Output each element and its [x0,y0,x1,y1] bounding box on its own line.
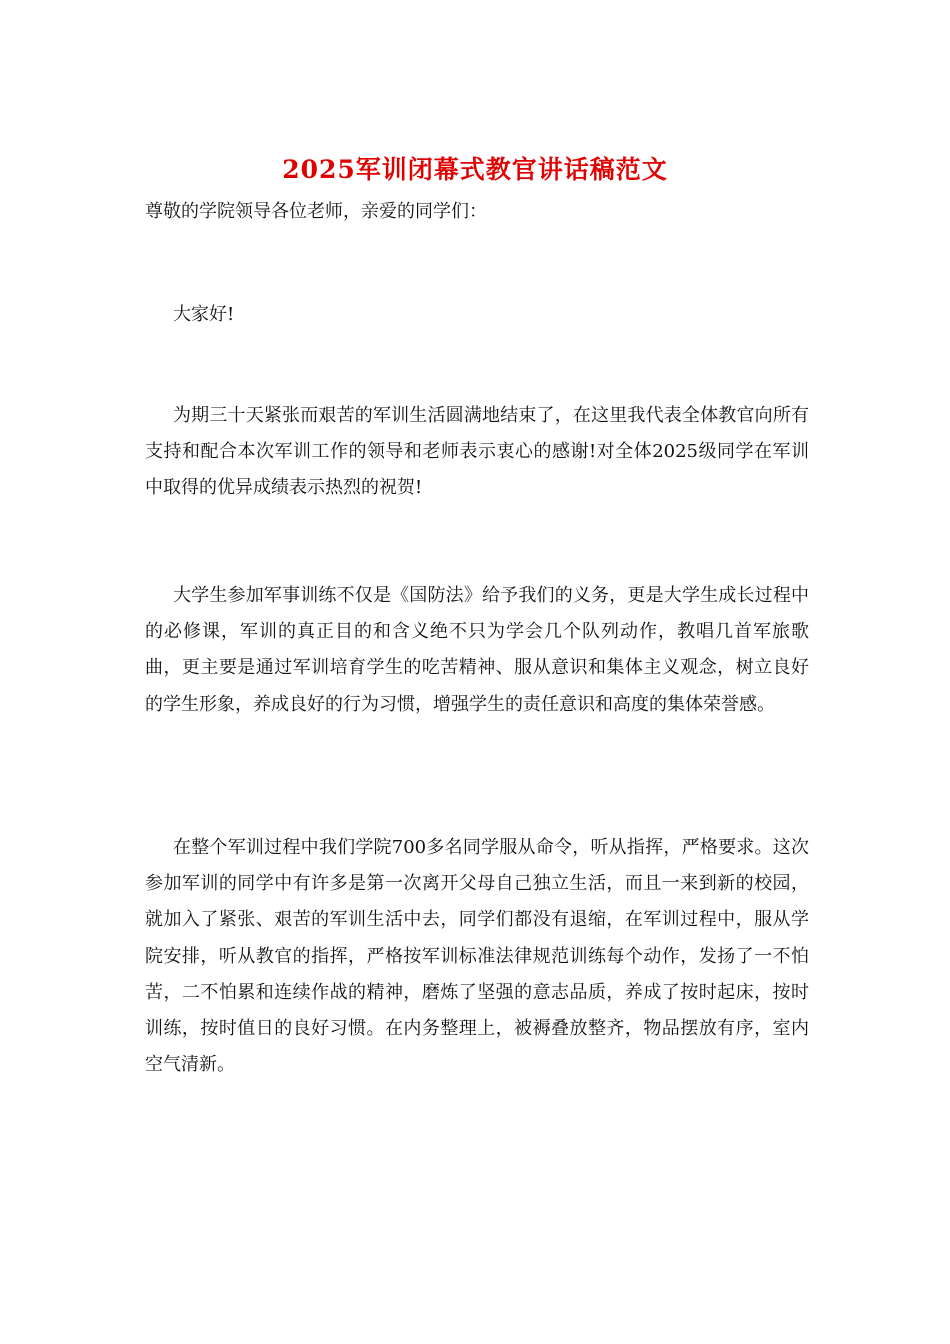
paragraph-greeting: 大家好! [173,304,235,325]
paragraph-thanks: 为期三十天紧张而艰苦的军训生活圆满地结束了，在这里我代表全体教官向所有支持和配合本次军训工作的领导和老师表示衷心的感谢!对全体2025级同学在军训中取得的优异成绩表示热烈的祝贺! [145,405,809,499]
document-title: 2025军训闭幕式教官讲话稿范文 [282,155,668,184]
salutation: 尊敬的学院领导各位老师，亲爱的同学们： [145,201,487,222]
paragraph-purpose: 大学生参加军事训练不仅是《国防法》给予我们的义务，更是大学生成长过程中的必修课，军训的真正目的和含义绝不只为学会几个队列动作，教唱几首军旅歌曲，更主要是通过军训培育学生的吃苦精神、服从意识和集体主义观念，树立良好的学生形象，养成良好的行为习惯，增强学生的责任意识和高度的集体荣誉感。 [145,585,809,715]
paragraph-performance: 在整个军训过程中我们学院700多名同学服从命令，听从指挥，严格要求。这次参加军训的同学中有许多是第一次离开父母自己独立生活，而且一来到新的校园，就加入了紧张、艰苦的军训生活中去，同学们都没有退缩，在军训过程中，服从学院安排，听从教官的指挥，严格按军训标准法律规范训练每个动作，发扬了一不怕苦，二不怕累和连续作战的精神，磨炼了坚强的意志品质，养成了按时起床，按时训练，按时值日的良好习惯。在内务整理上，被褥叠放整齐，物品摆放有序，室内空气清新。 [145,837,809,1076]
